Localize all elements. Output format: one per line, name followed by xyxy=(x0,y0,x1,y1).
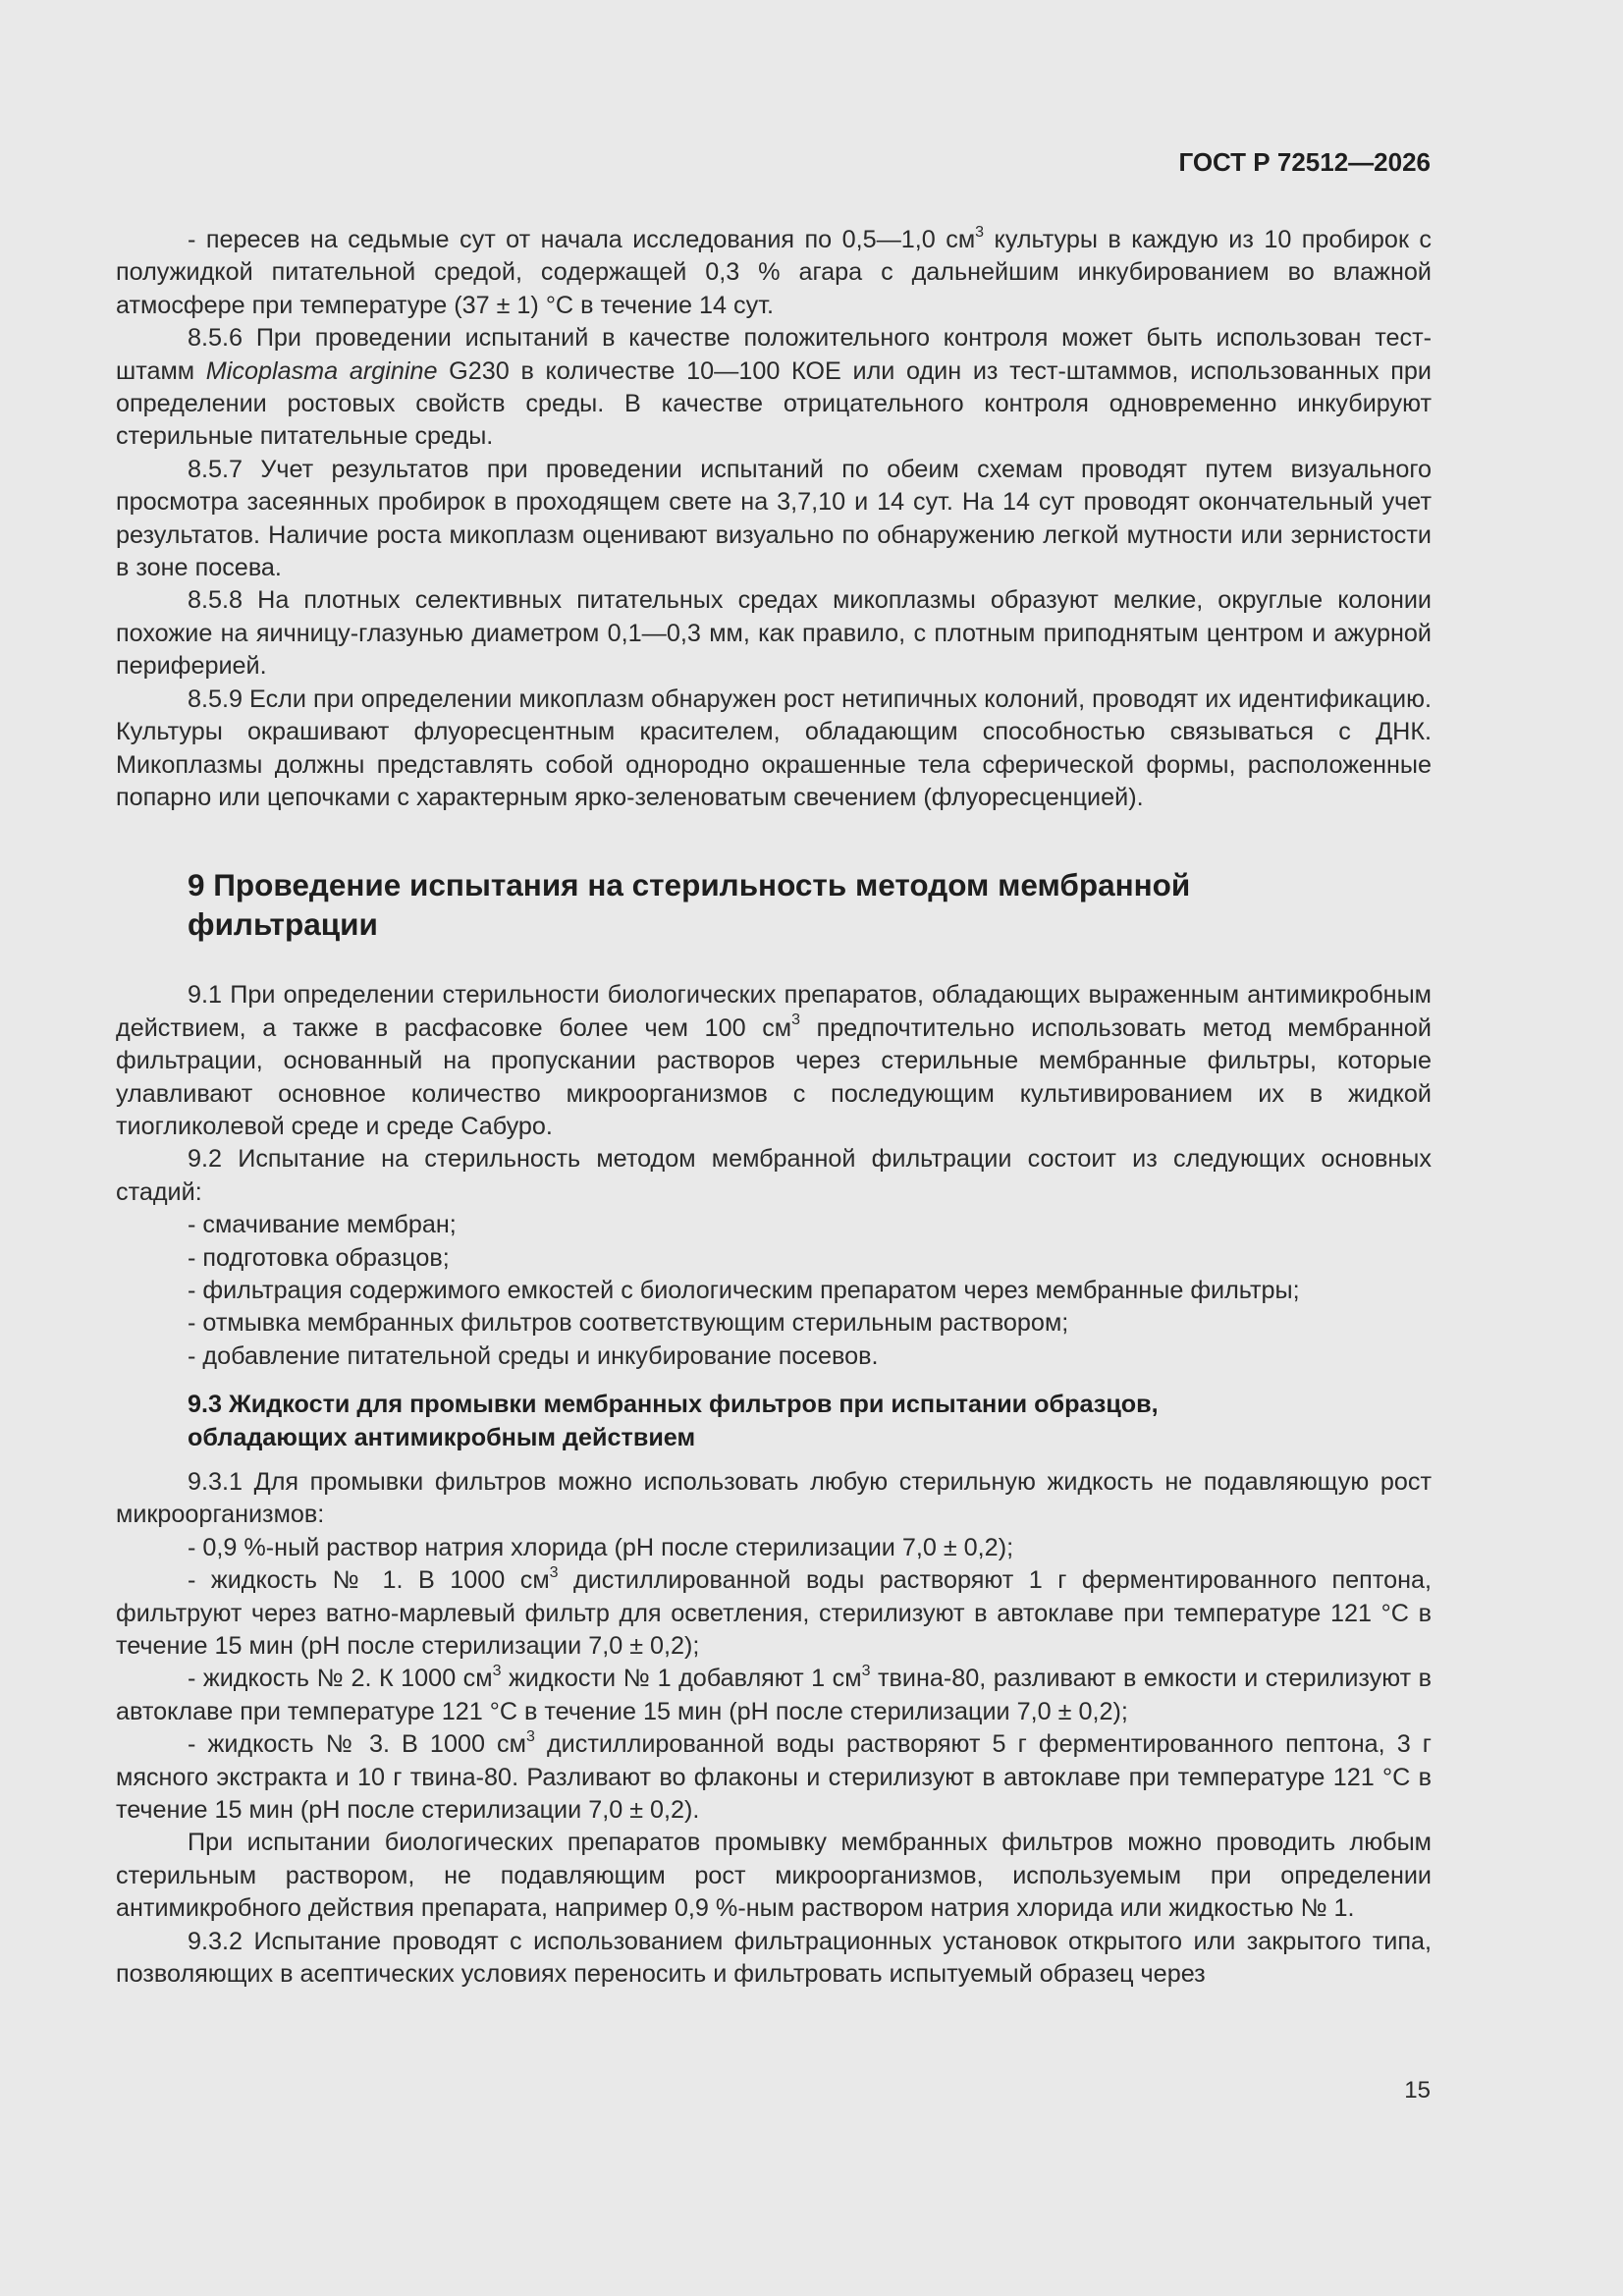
paragraph-9-3-2: 9.3.2 Испытание проводят с использованием фильтрационных установок открытого или закрытого типа, позволяющих в асептических условиях переносить и фильтровать испытуемый образец через xyxy=(116,1927,1432,1989)
paragraph-9-2: 9.2 Испытание на стерильность методом мембранной фильтрации состоит из следующих основных стадий: xyxy=(116,1145,1432,1206)
liquid-3: - жидкость № 3. В 1000 $см^3$ дистиллированной воды растворяют 5 г ферментированного пептона, 3 г мясного экстракта и 10 г твина-80. Разливают во флаконы и стерилизуют в автоклаве при температуре 121 °С в течение 15 мин (рН после стерилизации 7,0 ± 0,2). xyxy=(116,1727,1432,1825)
liquid-saline: - 0,9 %-ный раствор натрия хлорида (рН после стерилизации 7,0 ± 0,2); xyxy=(188,1533,1014,1561)
paragraph-9-1: 9.1 При определении стерильности биологических препаратов, обладающих выраженным антимикробным действием, а также в расфасовке более чем 100 $см^3$ предпочтительно использовать метод мембранной фильтрации, основанный на пропускании растворов через стерильные мембранные фильтры, которые улавливают основное количество микроорганизмов с последующим культивированием их в жидкой тиогликолевой среде и среде Сабуро. xyxy=(116,981,1432,1140)
page-body xyxy=(116,224,1432,1992)
paragraph-8-5-9: 8.5.9 Если при определении микоплазм обнаружен рост нетипичных колоний, проводят их идентификацию. Культуры окрашивают флуоресцентным красителем, обладающим способностью связываться с ДНК. Микоплазмы должны представлять собой однородно окрашенные тела сферической формы, расположенные попарно или цепочками с характерным ярко-зеленоватым свечением (флуоресценцией). xyxy=(116,684,1432,811)
list-item: - подготовка образцов; xyxy=(188,1243,450,1272)
list-item: - фильтрация содержимого емкостей с биологическим препаратом через мембранные фильтры; xyxy=(188,1276,1300,1304)
paragraph-washing: При испытании биологических препаратов промывку мембранных фильтров можно проводить любым стерильным раствором, не подавляющим рост микроорганизмов, используемым при определении антимикробного действия препарата, например 0,9 %-ным раствором натрия хлорида или жидкостью № 1. xyxy=(116,1829,1432,1923)
paragraph-8-5-6: 8.5.6 При проведении испытаний в качестве положительного контроля может быть использован тест-штамм Micoplasma arginine G230 в количестве 10—100 КОЕ или один из тест-штаммов, использованных при определении ростовых свойств среды. В качестве отрицательного контроля одновременно инкубируют стерильные питательные среды. xyxy=(116,324,1432,451)
paragraph-reseeding: - пересев на седьмые сут от начала исследования по 0,5—1,0 $см^3$ культуры в каждую из 10 пробирок с полужидкой питательной средой, содержащей 0,3 % агара с дальнейшим инкубированием во влажной атмосфере при температуре (37 ± 1) °С в течение 14 сут. xyxy=(116,223,1432,319)
liquid-1: - жидкость № 1. В 1000 $см^3$ дистиллированной воды растворяют 1 г ферментированного пептона, фильтруют через ватно-марлевый фильтр для осветления, стерилизуют в автоклаве при температуре 121 °С в течение 15 мин (рН после стерилизации 7,0 ± 0,2); xyxy=(116,1563,1432,1661)
strain-name: Micoplasma arginine xyxy=(205,356,438,385)
list-item: - смачивание мембран; xyxy=(188,1211,457,1239)
standard-number: ГОСТ Р 72512—2026 xyxy=(1178,147,1431,177)
paragraph-8-5-8: 8.5.8 На плотных селективных питательных средах микоплазмы образуют мелкие, округлые колонии похожие на яичницу-глазунью диаметром 0,1—0,3 мм, как правило, с плотным приподнятым центром и ажурной периферией. xyxy=(116,586,1432,681)
list-item: - отмывка мембранных фильтров соответствующим стерильным раствором; xyxy=(188,1309,1069,1338)
section-9-3-heading: 9.3 Жидкости для промывки мембранных фильтров при испытании образцов, обладающих антимикробным действием xyxy=(188,1391,1159,1451)
page-number: 15 xyxy=(1404,2077,1431,2104)
paragraph-9-3-1: 9.3.1 Для промывки фильтров можно использовать любую стерильную жидкость не подавляющую рост микроорганизмов: xyxy=(116,1468,1432,1529)
section-9-heading: 9 Проведение испытания на стерильность методом мембранной фильтрации xyxy=(188,867,1191,943)
liquid-2: - жидкость № 2. К 1000 $см^3$ жидкости № 1 добавляют 1 $см^3$ твина-80, разливают в емкости и стерилизуют в автоклаве при температуре 121 °С в течение 15 мин (рН после стерилизации 7,0 ± 0,2); xyxy=(116,1663,1433,1725)
list-item: - добавление питательной среды и инкубирование посевов. xyxy=(188,1341,879,1370)
paragraph-8-5-7: 8.5.7 Учет результатов при проведении испытаний по обеим схемам проводят путем визуального просмотра засеянных пробирок в проходящем свете на 3,7,10 и 14 сут. На 14 сут проводят окончательный учет результатов. Наличие роста микоплазм оценивают визуально по обнаружению легкой мутности или зернистости в зоне посева. xyxy=(116,455,1432,582)
